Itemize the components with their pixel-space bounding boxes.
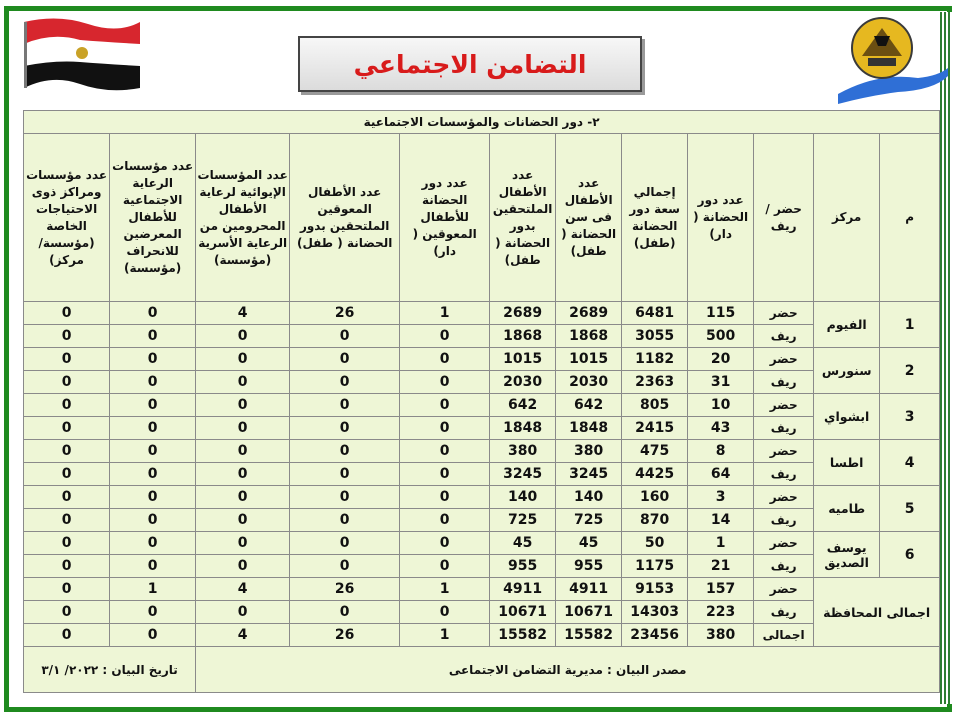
table-cell: 4425 <box>622 463 688 486</box>
table-cell: 50 <box>622 532 688 555</box>
table-cell: 3245 <box>490 463 556 486</box>
table-cell: 4 <box>196 578 290 601</box>
table-cell: 0 <box>400 486 490 509</box>
center-number: 5 <box>880 486 940 532</box>
area-type: حضر <box>754 532 814 555</box>
table-cell: 0 <box>110 348 196 371</box>
table-cell: 1175 <box>622 555 688 578</box>
table-cell: 0 <box>110 302 196 325</box>
table-cell: 642 <box>490 394 556 417</box>
table-cell: 31 <box>688 371 754 394</box>
table-cell: 0 <box>196 509 290 532</box>
table-cell: 0 <box>196 486 290 509</box>
column-header: عدد دور الحضانة للأطفال المعوقين ( دار) <box>400 134 490 302</box>
column-header: م <box>880 134 940 302</box>
area-type: حضر <box>754 302 814 325</box>
table-cell: 380 <box>688 624 754 647</box>
area-type: ريف <box>754 371 814 394</box>
center-name: سنورس <box>814 348 880 394</box>
table-cell: 0 <box>110 509 196 532</box>
table-cell: 140 <box>556 486 622 509</box>
area-type: حضر <box>754 578 814 601</box>
table-cell: 2689 <box>490 302 556 325</box>
decorative-stripe <box>940 12 952 704</box>
table-cell: 1868 <box>490 325 556 348</box>
table-cell: 0 <box>24 555 110 578</box>
table-cell: 0 <box>290 486 400 509</box>
column-header: عدد الأطفال فى سن الحضانة ( طفل) <box>556 134 622 302</box>
table-row <box>24 555 940 578</box>
egypt-flag-icon <box>18 14 144 96</box>
area-type: حضر <box>754 348 814 371</box>
table-cell: 4 <box>196 302 290 325</box>
table-cell: 0 <box>196 371 290 394</box>
table-cell: 15582 <box>556 624 622 647</box>
table-cell: 26 <box>290 624 400 647</box>
table-cell: 1 <box>688 532 754 555</box>
table-cell: 0 <box>400 532 490 555</box>
column-header: عدد دور الحضانة ( دار) <box>688 134 754 302</box>
table-cell: 0 <box>400 417 490 440</box>
table-cell: 4911 <box>490 578 556 601</box>
governorate-emblem-icon <box>838 12 950 104</box>
table-cell: 223 <box>688 601 754 624</box>
table-row <box>24 486 940 509</box>
table-cell: 0 <box>24 509 110 532</box>
data-date: تاريخ البيان : ٢٠٢٢/ ٣/١ <box>24 647 196 693</box>
center-number: 6 <box>880 532 940 578</box>
header-row <box>24 134 940 302</box>
table-cell: 0 <box>290 601 400 624</box>
table-cell: 23456 <box>622 624 688 647</box>
total-row <box>24 578 940 601</box>
statistics-table <box>23 110 940 693</box>
table-cell: 45 <box>490 532 556 555</box>
table-cell: 725 <box>556 509 622 532</box>
area-type: ريف <box>754 601 814 624</box>
table-row <box>24 302 940 325</box>
table-cell: 14303 <box>622 601 688 624</box>
column-header: عدد مؤسسات الرعاية الاجتماعية للأطفال المعرضين للانحراف (مؤسسة) <box>110 134 196 302</box>
table-cell: 0 <box>24 601 110 624</box>
table-cell: 0 <box>24 486 110 509</box>
table-cell: 0 <box>24 371 110 394</box>
table-cell: 0 <box>110 463 196 486</box>
area-type: ريف <box>754 509 814 532</box>
table-cell: 0 <box>290 394 400 417</box>
table-cell: 0 <box>196 417 290 440</box>
center-number: 2 <box>880 348 940 394</box>
table-cell: 160 <box>622 486 688 509</box>
table-cell: 0 <box>110 417 196 440</box>
table-cell: 26 <box>290 302 400 325</box>
table-cell: 475 <box>622 440 688 463</box>
section-title: ٢- دور الحضانات والمؤسسات الاجتماعية <box>24 111 940 134</box>
table-cell: 0 <box>290 509 400 532</box>
table-cell: 2030 <box>490 371 556 394</box>
table-cell: 0 <box>400 348 490 371</box>
table-cell: 45 <box>556 532 622 555</box>
table-cell: 140 <box>490 486 556 509</box>
center-number: 4 <box>880 440 940 486</box>
table-cell: 157 <box>688 578 754 601</box>
table-cell: 1848 <box>490 417 556 440</box>
area-type: اجمالى <box>754 624 814 647</box>
table-cell: 0 <box>24 325 110 348</box>
table-cell: 0 <box>400 463 490 486</box>
table-cell: 1868 <box>556 325 622 348</box>
table-cell: 870 <box>622 509 688 532</box>
column-header: عدد الأطفال الملتحقين بدور الحضانة ( طفل) <box>490 134 556 302</box>
table-cell: 0 <box>196 532 290 555</box>
table-cell: 6481 <box>622 302 688 325</box>
table-cell: 0 <box>400 509 490 532</box>
table-cell: 4911 <box>556 578 622 601</box>
table-cell: 8 <box>688 440 754 463</box>
table-cell: 20 <box>688 348 754 371</box>
table-cell: 0 <box>196 463 290 486</box>
table-cell: 0 <box>290 371 400 394</box>
table-cell: 0 <box>110 394 196 417</box>
section-title-row <box>24 111 940 134</box>
area-type: ريف <box>754 417 814 440</box>
center-name: يوسف الصديق <box>814 532 880 578</box>
table-cell: 0 <box>24 578 110 601</box>
table-cell: 0 <box>290 417 400 440</box>
table-cell: 2415 <box>622 417 688 440</box>
area-type: ريف <box>754 325 814 348</box>
table-cell: 3 <box>688 486 754 509</box>
table-row <box>24 348 940 371</box>
total-label: اجمالى المحافظة <box>814 578 940 647</box>
table-cell: 3055 <box>622 325 688 348</box>
table-cell: 0 <box>290 463 400 486</box>
table-row <box>24 440 940 463</box>
table-row <box>24 509 940 532</box>
area-type: حضر <box>754 394 814 417</box>
center-name: طاميه <box>814 486 880 532</box>
table-cell: 26 <box>290 578 400 601</box>
table-cell: 2363 <box>622 371 688 394</box>
table-cell: 0 <box>290 555 400 578</box>
table-cell: 0 <box>400 601 490 624</box>
table-cell: 500 <box>688 325 754 348</box>
table-cell: 0 <box>196 440 290 463</box>
table-cell: 1 <box>400 302 490 325</box>
table-cell: 10671 <box>490 601 556 624</box>
area-type: ريف <box>754 555 814 578</box>
table-cell: 0 <box>110 555 196 578</box>
table-cell: 3245 <box>556 463 622 486</box>
column-header: عدد المؤسسات الإيوائية لرعاية الأطفال المحرومين من الرعاية الأسرية (مؤسسة) <box>196 134 290 302</box>
table-cell: 10671 <box>556 601 622 624</box>
area-type: حضر <box>754 440 814 463</box>
table-cell: 0 <box>24 532 110 555</box>
footer-row <box>24 647 940 693</box>
table-cell: 0 <box>110 601 196 624</box>
column-header: حضر /ريف <box>754 134 814 302</box>
table-cell: 955 <box>556 555 622 578</box>
table-cell: 0 <box>110 532 196 555</box>
table-row <box>24 394 940 417</box>
title-box <box>298 36 642 92</box>
table-cell: 1 <box>110 578 196 601</box>
table-cell: 0 <box>110 371 196 394</box>
table-cell: 0 <box>290 532 400 555</box>
table-cell: 0 <box>196 601 290 624</box>
table-cell: 15582 <box>490 624 556 647</box>
table-row <box>24 463 940 486</box>
table-cell: 0 <box>400 394 490 417</box>
center-name: الفيوم <box>814 302 880 348</box>
area-type: حضر <box>754 486 814 509</box>
table-cell: 10 <box>688 394 754 417</box>
area-type: ريف <box>754 463 814 486</box>
column-header: مركز <box>814 134 880 302</box>
table-cell: 64 <box>688 463 754 486</box>
table-cell: 0 <box>24 417 110 440</box>
table-row <box>24 325 940 348</box>
table-cell: 0 <box>110 325 196 348</box>
table-cell: 115 <box>688 302 754 325</box>
table-row <box>24 532 940 555</box>
table-cell: 0 <box>24 394 110 417</box>
table-cell: 1182 <box>622 348 688 371</box>
table-cell: 0 <box>290 348 400 371</box>
table-cell: 4 <box>196 624 290 647</box>
table-cell: 0 <box>290 440 400 463</box>
table-cell: 0 <box>400 325 490 348</box>
center-number: 1 <box>880 302 940 348</box>
table-cell: 1 <box>400 578 490 601</box>
table-cell: 0 <box>290 325 400 348</box>
table-cell: 0 <box>110 624 196 647</box>
center-name: اطسا <box>814 440 880 486</box>
table-cell: 14 <box>688 509 754 532</box>
table-cell: 1848 <box>556 417 622 440</box>
table-cell: 955 <box>490 555 556 578</box>
table-cell: 43 <box>688 417 754 440</box>
table-cell: 725 <box>490 509 556 532</box>
table-cell: 642 <box>556 394 622 417</box>
table-cell: 0 <box>400 555 490 578</box>
table-cell: 0 <box>196 555 290 578</box>
center-number: 3 <box>880 394 940 440</box>
column-header: عدد مؤسسات ومراكز ذوى الاحتياجات الخاصة (مؤسسة/مركز) <box>24 134 110 302</box>
page-title: التضامن الاجتماعي <box>353 49 587 79</box>
table-cell: 380 <box>490 440 556 463</box>
total-row <box>24 601 940 624</box>
table-cell: 9153 <box>622 578 688 601</box>
center-name: ابشواي <box>814 394 880 440</box>
table-cell: 0 <box>110 486 196 509</box>
table-cell: 21 <box>688 555 754 578</box>
column-header: إجمالي سعة دور الحضانة (طفل) <box>622 134 688 302</box>
table-cell: 0 <box>400 440 490 463</box>
table-cell: 2030 <box>556 371 622 394</box>
table-cell: 0 <box>24 440 110 463</box>
table-cell: 0 <box>24 348 110 371</box>
table-cell: 0 <box>196 394 290 417</box>
table-cell: 1 <box>400 624 490 647</box>
table-cell: 1015 <box>490 348 556 371</box>
table-cell: 805 <box>622 394 688 417</box>
table-cell: 0 <box>110 440 196 463</box>
total-row <box>24 624 940 647</box>
table-cell: 1015 <box>556 348 622 371</box>
data-source: مصدر البيان : مديرية التضامن الاجتماعى <box>196 647 940 693</box>
table-cell: 0 <box>196 325 290 348</box>
column-header: عدد الأطفال المعوقين الملتحقين بدور الحضانة ( طفل) <box>290 134 400 302</box>
table-cell: 380 <box>556 440 622 463</box>
table-cell: 0 <box>24 302 110 325</box>
table-cell: 0 <box>24 463 110 486</box>
table-row <box>24 371 940 394</box>
table-cell: 0 <box>400 371 490 394</box>
table-cell: 2689 <box>556 302 622 325</box>
table-cell: 0 <box>196 348 290 371</box>
table-row <box>24 417 940 440</box>
table-cell: 0 <box>24 624 110 647</box>
